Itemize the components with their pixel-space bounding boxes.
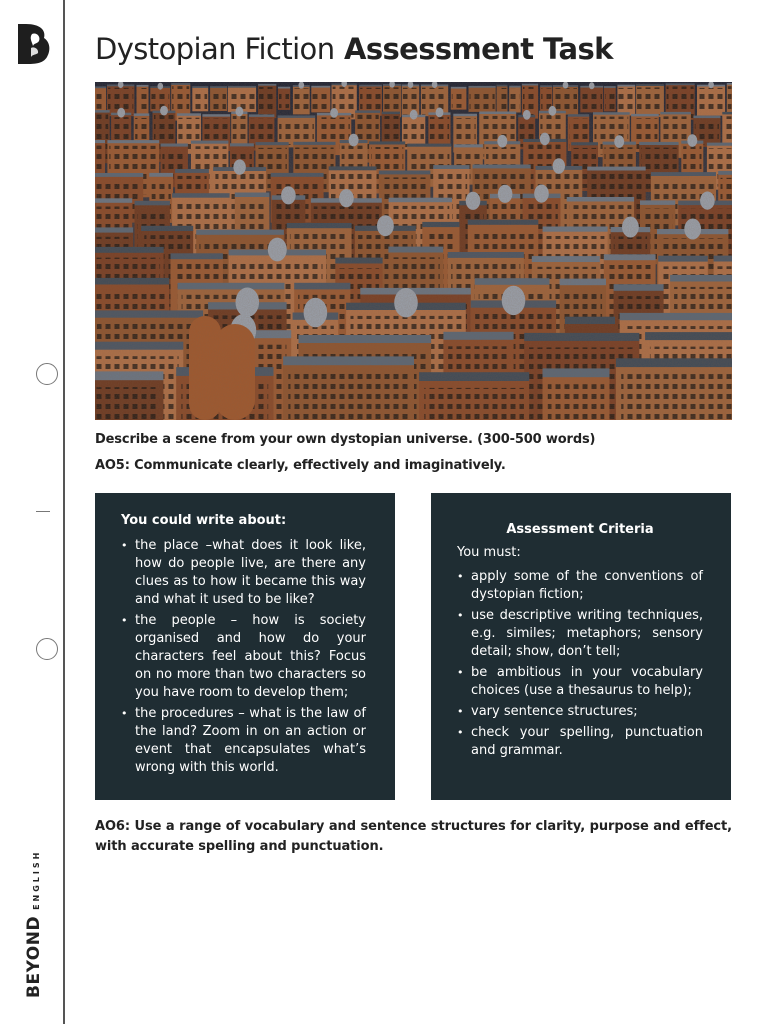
ao5-objective: AO5: Communicate clearly, effectively and imaginatively. [95, 458, 506, 473]
vertical-brand-mark [24, 850, 44, 998]
write-about-list [121, 537, 366, 777]
beyond-logo-icon [14, 22, 52, 66]
list-item: • apply some of the conventions of dystopian fiction; [457, 568, 703, 604]
list-item: • be ambitious in your vocabulary choices (use a thesaurus to help); [457, 664, 703, 700]
brand-name: BEYOND [24, 915, 44, 998]
page-title-bold: Assessment Task [343, 32, 613, 66]
list-item: • use descriptive writing techniques, e.g. similes; metaphors; sensory detail; show, don’t tell; [457, 607, 703, 661]
criteria-list [457, 568, 703, 760]
hero-image [95, 82, 732, 420]
list-item: • the procedures – what is the law of the land? Zoom in on an action or event that encapsulates what’s wrong with this world. [121, 705, 366, 777]
page-title-light: Dystopian Fiction [95, 32, 335, 66]
criteria-intro: You must: [457, 545, 521, 560]
write-about-heading: You could write about: [121, 513, 287, 528]
list-item: • check your spelling, punctuation and grammar. [457, 724, 703, 760]
criteria-heading: Assessment Criteria [506, 522, 654, 537]
assessment-criteria-panel [431, 493, 731, 800]
margin-rule [63, 0, 65, 1024]
page-title [95, 32, 613, 66]
fold-mark [36, 511, 50, 512]
list-item: • vary sentence structures; [457, 703, 703, 721]
list-item: • the people – how is society organised and how do your characters feel about this? Focus on no more than two characters so you have room to develop them; [121, 612, 366, 702]
decaying-dystopian-cityscape-icon [95, 82, 732, 420]
task-prompt: Describe a scene from your own dystopian universe. (300-500 words) [95, 432, 596, 447]
punch-hole-bottom [36, 638, 58, 660]
brand-subname: ENGLISH [32, 849, 41, 910]
punch-hole-top [36, 363, 58, 385]
write-about-panel [95, 493, 395, 800]
ao6-objective: AO6: Use a range of vocabulary and sentence structures for clarity, purpose and effect, with accurate spelling and punctuation. [95, 819, 732, 854]
list-item: • the place –what does it look like, how do people live, are there any clues as to how it became this way and what it used to be like? [121, 537, 366, 609]
